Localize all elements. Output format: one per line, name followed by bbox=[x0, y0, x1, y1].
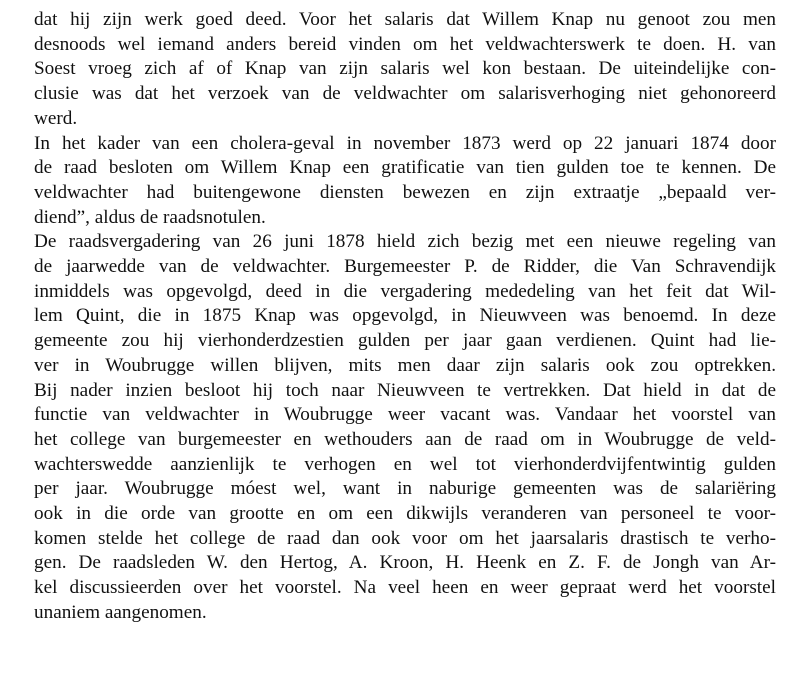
text-line: veldwachter had buitengewone diensten bewezen en zijn extraatje „bepaald ver- bbox=[34, 181, 776, 203]
text-line: werd. bbox=[34, 107, 78, 129]
text-line: gemeente zou hij vierhonderdzestien gulden per jaar gaan verdienen. Quint had lie- bbox=[34, 330, 776, 352]
text-line: functie van veldwachter in Woubrugge weer vacant was. Vandaar het voorstel van bbox=[34, 404, 776, 426]
text-line: inmiddels was opgevolgd, deed in die vergadering mededeling van het feit dat Wil- bbox=[34, 280, 776, 302]
text-line: het college van burgemeester en wethouders aan de raad om in Woubrugge de veld- bbox=[34, 428, 776, 450]
text-line: per jaar. Woubrugge móest wel, want in naburige gemeenten was de salariëring bbox=[34, 478, 776, 500]
text-line: Soest vroeg zich af of Knap van zijn salaris wel kon bestaan. De uiteindelijke con- bbox=[34, 58, 776, 80]
text-line: lem Quint, die in 1875 Knap was opgevolgd, in Nieuwveen was benoemd. In deze bbox=[34, 305, 776, 327]
text-line: diend”, aldus de raadsnotulen. bbox=[34, 206, 266, 228]
text-line: In het kader van een cholera-geval in november 1873 werd op 22 januari 1874 door bbox=[34, 132, 776, 154]
text-line: desnoods wel iemand anders bereid vinden om het veldwachterswerk te doen. H. van bbox=[34, 33, 776, 55]
text-line: gen. De raadsleden W. den Hertog, A. Kroon, H. Heenk en Z. F. de Jongh van Ar- bbox=[34, 552, 776, 574]
text-line: De raadsvergadering van 26 juni 1878 hield zich bezig met een nieuwe regeling van bbox=[34, 231, 776, 253]
text-line: de raad besloten om Willem Knap een gratificatie van tien gulden toe te kennen. De bbox=[34, 157, 776, 179]
text-line: Bij nader inzien besloot hij toch naar Nieuwveen te vertrekken. Dat hield in dat de bbox=[34, 379, 776, 401]
text-line: unaniem aangenomen. bbox=[34, 601, 207, 623]
text-line: ver in Woubrugge willen blijven, mits men daar zijn salaris ook zou optrekken. bbox=[34, 354, 776, 376]
text-line: dat hij zijn werk goed deed. Voor het salaris dat Willem Knap nu genoot zou men bbox=[34, 9, 776, 30]
text-line: ook in die orde van grootte en om een dikwijls veranderen van personeel te voor- bbox=[34, 503, 776, 525]
document-page bbox=[34, 8, 776, 626]
text-line: komen stelde het college de raad dan ook voor om het jaarsalaris drastisch te verho- bbox=[34, 527, 776, 549]
text-line: clusie was dat het verzoek van de veldwachter om salarisverhoging niet gehonoreerd bbox=[34, 83, 776, 105]
text-line: wachterswedde aanzienlijk te verhogen en wel tot vierhonderdvijfentwintig gulden bbox=[34, 453, 776, 475]
text-line: de jaarwedde van de veldwachter. Burgemeester P. de Ridder, die Van Schravendijk bbox=[34, 256, 776, 278]
text-line: kel discussieerden over het voorstel. Na veel heen en weer gepraat werd het voorstel bbox=[34, 577, 776, 599]
